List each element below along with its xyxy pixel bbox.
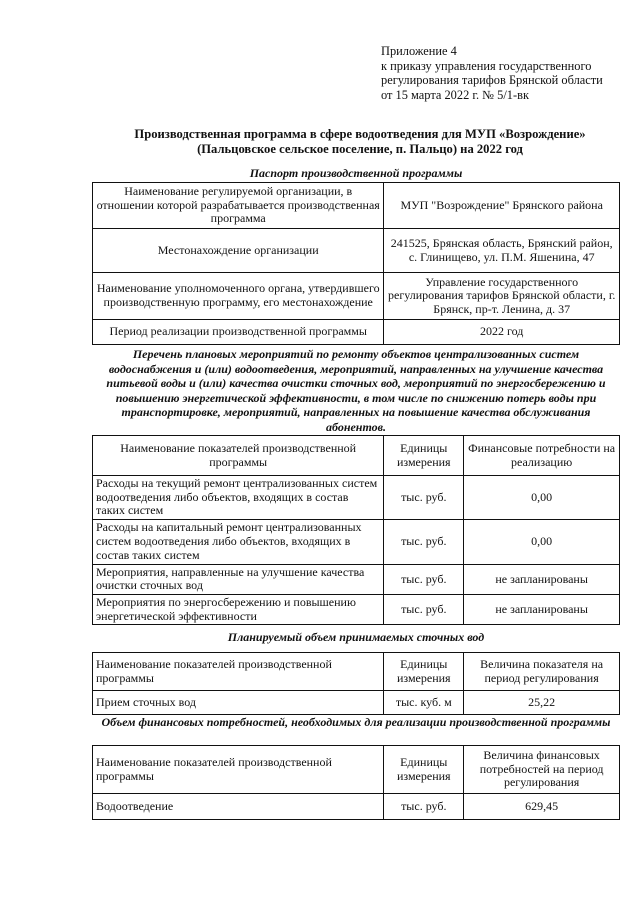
measures-heading: Перечень плановых мероприятий по ремонту объектов централизованных систем водоснабжения и (или) водоотведения, мероприятий, направленных на улучшение качества питьевой воды и (или) качества очистки сточных вод, мероприятий по энергосбережению и повышению энергетической эффективности, в том числе по снижению потерь воды при транспортировке, мероприятий, направленных на повышение качества обслуживания абонентов.: [106, 347, 606, 434]
row-unit: тыс. куб. м: [384, 691, 464, 715]
table-row: [93, 594, 620, 624]
appendix-line: регулирования тарифов Брянской области: [381, 73, 603, 88]
measures-table: [92, 435, 620, 625]
passport-value: МУП "Возрождение" Брянского района: [384, 183, 620, 229]
row-value: 25,22: [464, 691, 620, 715]
row-unit: тыс. руб.: [384, 794, 464, 820]
row-name: Мероприятия, направленные на улучшение качества очистки сточных вод: [93, 564, 384, 594]
row-value: 629,45: [464, 794, 620, 820]
finance-table: [92, 745, 620, 820]
row-unit: тыс. руб.: [384, 594, 464, 624]
column-header-value: Величина показателя на период регулирования: [464, 653, 620, 691]
appendix-line: от 15 марта 2022 г. № 5/1-вк: [381, 87, 529, 102]
column-header-value: Финансовые потребности на реализацию: [464, 436, 620, 476]
passport-value: Управление государственного регулирования тарифов Брянской области, г. Брянск, пр-т. Ленина, д. 37: [384, 273, 620, 320]
title-line: Производственная программа в сфере водоотведения для МУП «Возрождение»: [134, 127, 586, 141]
table-row: [93, 229, 620, 273]
table-row: [93, 564, 620, 594]
title-line: (Пальцовское сельское поселение, п. Пальцо) на 2022 год: [197, 142, 523, 156]
passport-table: [92, 182, 620, 345]
passport-label: Наименование уполномоченного органа, утвердившего производственную программу, его местонахождение: [93, 273, 384, 320]
row-name: Водоотведение: [93, 794, 384, 820]
document-title: [60, 127, 640, 157]
row-unit: тыс. руб.: [384, 564, 464, 594]
table-row: [93, 273, 620, 320]
table-row: [93, 519, 620, 564]
column-header-name: Наименование показателей производственной программы: [93, 653, 384, 691]
row-value: не запланированы: [464, 564, 620, 594]
row-name: Расходы на капитальный ремонт централизованных систем водоотведения либо объектов, входящих в состав таких систем: [93, 519, 384, 564]
row-value: 0,00: [464, 476, 620, 520]
column-header-name: Наименование показателей производственной программы: [93, 746, 384, 794]
passport-value: 2022 год: [384, 320, 620, 345]
table-row: [93, 320, 620, 345]
table-header-row: [93, 746, 620, 794]
table-header-row: [93, 653, 620, 691]
column-header-unit: Единицы измерения: [384, 653, 464, 691]
appendix-line: Приложение 4: [381, 44, 457, 58]
finance-heading: Объем финансовых потребностей, необходимых для реализации производственной программы: [101, 715, 611, 729]
row-name: Прием сточных вод: [93, 691, 384, 715]
column-header-name: Наименование показателей производственной программы: [93, 436, 384, 476]
column-header-unit: Единицы измерения: [384, 746, 464, 794]
passport-label: Наименование регулируемой организации, в отношении которой разрабатывается производственная программа: [93, 183, 384, 229]
passport-label: Местонахождение организации: [93, 229, 384, 273]
table-header-row: [93, 436, 620, 476]
table-row: [93, 691, 620, 715]
table-row: [93, 794, 620, 820]
appendix-block: [381, 44, 603, 102]
column-header-value: Величина финансовых потребностей на период регулирования: [464, 746, 620, 794]
column-header-unit: Единицы измерения: [384, 436, 464, 476]
row-value: не запланированы: [464, 594, 620, 624]
row-unit: тыс. руб.: [384, 476, 464, 520]
volume-table: [92, 652, 620, 715]
passport-label: Период реализации производственной программы: [93, 320, 384, 345]
row-value: 0,00: [464, 519, 620, 564]
appendix-line: к приказу управления государственного: [381, 58, 592, 73]
table-row: [93, 476, 620, 520]
passport-value: 241525, Брянская область, Брянский район, с. Глинищево, ул. П.М. Яшенина, 47: [384, 229, 620, 273]
passport-heading: Паспорт производственной программы: [249, 166, 463, 180]
row-unit: тыс. руб.: [384, 519, 464, 564]
volume-heading: Планируемый объем принимаемых сточных вод: [227, 630, 485, 644]
row-name: Мероприятия по энергосбережению и повышению энергетической эффективности: [93, 594, 384, 624]
table-row: [93, 183, 620, 229]
row-name: Расходы на текущий ремонт централизованных систем водоотведения либо объектов, входящих в состав таких систем: [93, 476, 384, 520]
